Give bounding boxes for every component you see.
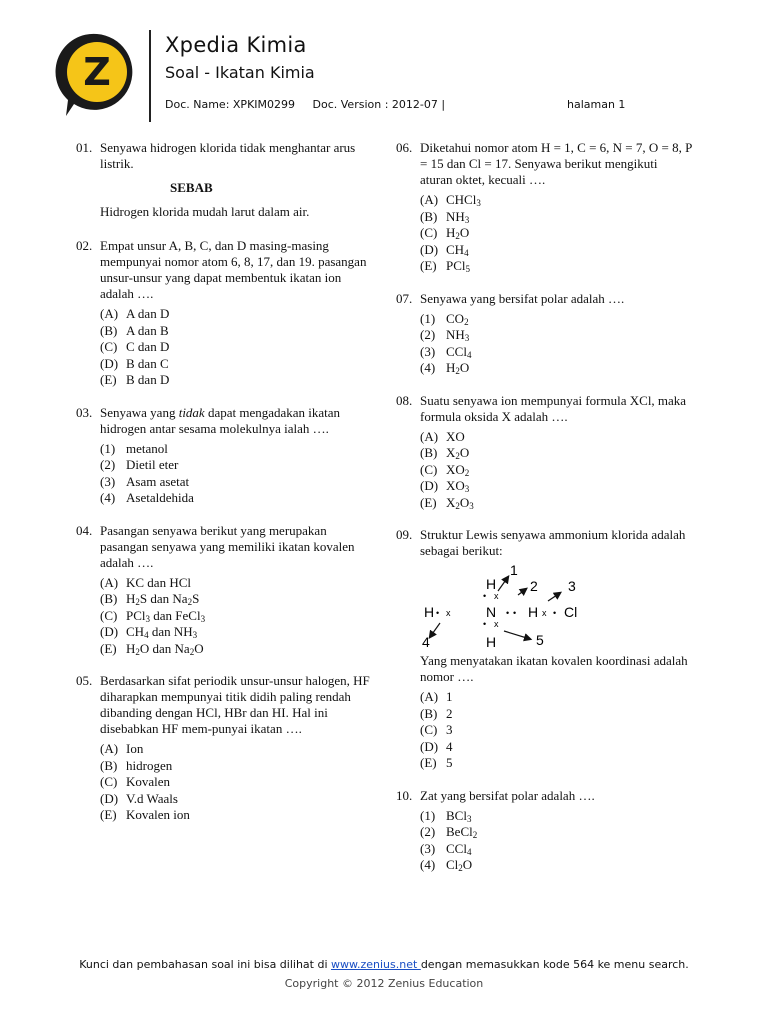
answer-option xyxy=(420,478,692,495)
zenius-logo xyxy=(52,30,142,120)
stem-part: Senyawa yang xyxy=(100,404,179,420)
option-text: XO xyxy=(446,428,465,444)
stem-emphasis: tidak xyxy=(178,404,205,420)
question-stem xyxy=(100,405,376,437)
answer-option xyxy=(420,311,692,328)
option-key: (E) xyxy=(420,494,437,510)
option-key: (D) xyxy=(100,790,119,806)
option-text: $Cl_2O$ xyxy=(446,857,473,873)
arrow-2 xyxy=(518,589,526,595)
option-key: (D) xyxy=(420,738,439,754)
answer-option xyxy=(100,323,376,340)
atom-h-right: H xyxy=(528,604,539,620)
option-key: (C) xyxy=(100,774,118,789)
question-08 xyxy=(396,393,692,512)
answer-option xyxy=(100,474,376,491)
option-key: (4) xyxy=(420,857,436,872)
answer-option xyxy=(100,457,376,474)
electron-cross: x xyxy=(446,608,451,618)
option-key: (E) xyxy=(100,807,117,822)
option-text: Ion xyxy=(126,741,144,756)
atom-h-bottom: H xyxy=(486,634,497,649)
option-key: (B) xyxy=(420,208,438,224)
footer-note xyxy=(0,958,768,971)
answer-option xyxy=(100,641,376,658)
option-key: (A) xyxy=(100,741,119,756)
option-text: B dan C xyxy=(126,355,169,371)
option-list xyxy=(100,575,376,658)
option-key: (B) xyxy=(420,445,438,460)
copyright: Copyright © 2012 Zenius Education xyxy=(284,977,484,990)
question-stem: Zat yang bersifat polar adalah …. xyxy=(420,787,595,803)
answer-option xyxy=(100,774,376,791)
option-text: PCl$_3$ dan FeCl$_3$ xyxy=(126,607,206,624)
question-followup: Yang menyatakan ikatan kovalen koordinasi adalah nomor …. xyxy=(420,653,688,684)
doc-version: Doc. Version : 2012-07 | xyxy=(312,98,446,111)
option-text: V.d Waals xyxy=(126,790,178,806)
question-05 xyxy=(76,673,376,824)
option-key: (A) xyxy=(100,306,119,321)
option-text: A dan B xyxy=(126,322,169,338)
question-number: 03. xyxy=(76,404,93,420)
option-key: (C) xyxy=(100,339,118,354)
atom-cl: Cl xyxy=(564,604,578,620)
answer-option xyxy=(100,624,376,641)
option-key: (C) xyxy=(420,461,438,477)
option-text: 2 xyxy=(446,705,453,721)
electron-dot: • xyxy=(506,608,510,618)
option-list xyxy=(420,429,692,512)
question-09 xyxy=(396,527,692,772)
arrow-4 xyxy=(430,623,440,637)
answer-option xyxy=(100,339,376,356)
atom-h-top: H xyxy=(486,576,497,592)
option-key: (A) xyxy=(420,428,439,444)
answer-option xyxy=(420,445,692,462)
label-5: 5 xyxy=(536,632,544,648)
question-stem: Diketahui nomor atom H = 1, C = 6, N = 7, O = 8, P = 15 dan Cl = 17. Senyawa berikut mengikuti aturan oktet, kecuali …. xyxy=(420,140,692,187)
option-text: Kovalen xyxy=(126,774,171,789)
option-text: A dan D xyxy=(126,306,170,321)
question-stem: Empat unsur A, B, C, dan D masing-masing mempunyai nomor atom 6, 8, 17, dan 19. pasangan unsur-unsur yang dapat membentuk ikatan ion adalah …. xyxy=(100,238,367,301)
option-text: $H_2O$ dan $Na_2O$ xyxy=(126,640,204,657)
footer-text: Kunci dan pembahasan soal ini bisa dilihat di xyxy=(79,958,332,971)
answer-option xyxy=(420,360,692,377)
option-key: (D) xyxy=(420,241,439,257)
footer-text: dengan memasukkan kode 564 ke menu search. xyxy=(420,958,689,971)
answer-option xyxy=(420,462,692,479)
option-list xyxy=(100,441,376,507)
option-text: hidrogen xyxy=(126,757,173,773)
option-text: Dietil eter xyxy=(126,457,179,472)
option-text: BCl$_3$ xyxy=(446,807,472,824)
option-key: (C) xyxy=(100,607,118,623)
arrow-3 xyxy=(548,593,560,601)
option-text: BeCl$_2$ xyxy=(446,824,478,840)
question-reason: Hidrogen klorida mudah larut dalam air. xyxy=(100,204,310,219)
question-number: 09. xyxy=(396,527,413,542)
label-3: 3 xyxy=(568,578,576,594)
question-connector: SEBAB xyxy=(170,180,213,195)
question-number: 06. xyxy=(396,140,413,155)
question-03 xyxy=(76,405,376,507)
option-text: CCl$_4$ xyxy=(446,840,472,857)
option-text: KC dan HCl xyxy=(126,574,191,590)
option-text: $NH_3$ xyxy=(446,208,470,225)
logo-letter: Z xyxy=(83,50,111,94)
option-key: (3) xyxy=(420,840,436,856)
option-key: (1) xyxy=(100,440,116,456)
doc-meta xyxy=(165,98,459,111)
option-key: (A) xyxy=(420,689,439,704)
label-1: 1 xyxy=(510,565,518,578)
option-text: $XO_2$ xyxy=(446,461,470,478)
answer-option xyxy=(420,495,692,512)
option-list xyxy=(420,808,692,874)
question-stem: Suatu senyawa ion mempunyai formula XCl, maka formula oksida X adalah …. xyxy=(420,392,687,424)
option-key: (C) xyxy=(420,722,438,737)
option-text: $NH_3$ xyxy=(446,327,470,343)
option-text: B dan D xyxy=(126,372,170,387)
answer-option xyxy=(420,722,692,739)
option-key: (E) xyxy=(420,258,437,273)
answer-option xyxy=(420,192,692,209)
option-list xyxy=(100,741,376,824)
electron-dot: • xyxy=(513,608,517,618)
option-text: Asetaldehida xyxy=(126,490,194,505)
option-text: $CH_4$ dan $NH_3$ xyxy=(126,624,198,640)
answer-option xyxy=(100,372,376,389)
option-text: $X_2O_3$ xyxy=(446,494,474,511)
page-subtitle: Soal - Ikatan Kimia xyxy=(165,63,315,82)
answer-option xyxy=(100,356,376,373)
option-key: (C) xyxy=(420,225,438,240)
option-key: (2) xyxy=(420,824,436,839)
option-text: C dan D xyxy=(126,339,170,354)
question-stem: Berdasarkan sifat periodik unsur-unsur halogen, HF diharapkan mempunyai titik didih paling rendah dibanding dengan HCl, HBr dan HI. Hal ini disebabkan HF mem-punyai ikatan …. xyxy=(100,673,370,736)
question-stem: Senyawa hidrogen klorida tidak menghantar arus listrik. xyxy=(100,140,356,171)
option-text: CHCl$_3$ xyxy=(446,192,481,208)
question-02 xyxy=(76,238,376,389)
question-10 xyxy=(396,788,692,874)
answer-option xyxy=(420,857,692,874)
answer-option xyxy=(420,808,692,825)
page-number: halaman 1 xyxy=(567,98,626,111)
answer-option xyxy=(100,807,376,824)
answer-option xyxy=(420,225,692,242)
option-text: Asam asetat xyxy=(126,473,190,489)
answer-option xyxy=(420,841,692,858)
option-list xyxy=(100,306,376,389)
electron-cross: x xyxy=(494,591,499,601)
option-list xyxy=(420,192,692,275)
question-01 xyxy=(76,140,376,220)
option-key: (D) xyxy=(100,355,119,371)
option-key: (3) xyxy=(100,473,116,489)
option-text: $H_2O$ xyxy=(446,360,470,376)
question-number: 05. xyxy=(76,673,93,688)
electron-dot: • xyxy=(436,608,440,618)
question-number: 01. xyxy=(76,140,93,155)
option-key: (3) xyxy=(420,343,436,359)
option-key: (1) xyxy=(420,310,436,326)
question-column-right xyxy=(396,140,692,874)
page-title: Xpedia Kimia xyxy=(165,33,307,57)
option-list xyxy=(420,311,692,377)
header-divider xyxy=(149,30,151,122)
question-number: 02. xyxy=(76,238,93,253)
question-column-left xyxy=(76,140,376,824)
question-number: 08. xyxy=(396,392,413,408)
option-list xyxy=(420,689,692,772)
question-number: 10. xyxy=(396,787,413,803)
question-07 xyxy=(396,291,692,377)
question-number: 07. xyxy=(396,290,413,306)
question-04 xyxy=(76,523,376,658)
option-key: (4) xyxy=(100,490,116,505)
option-text: $XO_3$ xyxy=(446,478,470,494)
electron-dot: • xyxy=(483,591,487,601)
answer-option xyxy=(100,575,376,592)
question-number: 04. xyxy=(76,522,93,538)
option-key: (E) xyxy=(100,640,117,656)
answer-option xyxy=(420,258,692,275)
stem-part: dapat mengadakan ikatan hidrogen antar sesama molekulnya ialah …. xyxy=(100,404,341,436)
option-key: (D) xyxy=(100,624,119,639)
answer-option xyxy=(100,591,376,608)
answer-option xyxy=(100,608,376,625)
option-key: (B) xyxy=(100,322,118,338)
option-key: (1) xyxy=(420,807,436,823)
option-text: $CH_4$ xyxy=(446,241,469,258)
answer-option xyxy=(100,758,376,775)
electron-dot: • xyxy=(483,619,487,629)
option-text: $CO_2$ xyxy=(446,310,469,327)
atom-h-left: H xyxy=(424,604,435,620)
option-key: (B) xyxy=(420,705,438,721)
atom-n: N xyxy=(486,604,497,620)
option-text: Kovalen ion xyxy=(126,807,190,822)
answer-option xyxy=(420,755,692,772)
answer-option xyxy=(420,824,692,841)
option-text: $H_2O$ xyxy=(446,225,470,241)
option-key: (A) xyxy=(420,192,439,207)
option-key: (B) xyxy=(100,757,118,773)
option-key: (B) xyxy=(100,591,118,606)
option-key: (2) xyxy=(420,327,436,342)
zenius-link[interactable]: www.zenius.net xyxy=(331,958,421,971)
doc-name: Doc. Name: XPKIM0299 xyxy=(165,98,296,111)
answer-option xyxy=(420,327,692,344)
option-text: 4 xyxy=(446,738,453,754)
electron-dot: • xyxy=(553,608,557,618)
option-text: $H_2S$ dan $Na_2S$ xyxy=(126,591,200,607)
option-text: 5 xyxy=(446,755,453,770)
option-key: (A) xyxy=(100,574,119,590)
arrow-5 xyxy=(504,631,530,639)
option-text: $X_2O$ xyxy=(446,445,470,461)
option-key: (D) xyxy=(420,478,439,493)
electron-cross: x xyxy=(542,608,547,618)
option-text: metanol xyxy=(126,440,168,456)
question-stem: Pasangan senyawa berikut yang merupakan pasangan senyawa yang memiliki ikatan kovalen adalah …. xyxy=(100,522,355,570)
answer-option xyxy=(420,706,692,723)
answer-option xyxy=(100,441,376,458)
option-text: 1 xyxy=(446,689,453,704)
option-text: 3 xyxy=(446,722,453,737)
option-text: CCl$_4$ xyxy=(446,343,472,360)
label-2: 2 xyxy=(530,578,538,594)
question-stem: Senyawa yang bersifat polar adalah …. xyxy=(420,290,625,306)
answer-option xyxy=(420,689,692,706)
option-key: (E) xyxy=(420,755,437,770)
answer-option xyxy=(420,242,692,259)
electron-cross: x xyxy=(494,619,499,629)
answer-option xyxy=(100,306,376,323)
question-stem: Struktur Lewis senyawa ammonium klorida adalah sebagai berikut: xyxy=(420,527,686,558)
answer-option xyxy=(420,739,692,756)
lewis-structure-diagram xyxy=(420,565,590,649)
option-key: (4) xyxy=(420,360,436,375)
label-4: 4 xyxy=(422,634,430,649)
arrow-1 xyxy=(498,577,508,591)
answer-option xyxy=(420,344,692,361)
answer-option xyxy=(100,490,376,507)
option-key: (2) xyxy=(100,457,116,472)
answer-option xyxy=(420,209,692,226)
answer-option xyxy=(100,791,376,808)
option-key: (E) xyxy=(100,372,117,387)
option-text: PCl$_5$ xyxy=(446,258,471,274)
answer-option xyxy=(420,429,692,446)
answer-option xyxy=(100,741,376,758)
question-06 xyxy=(396,140,692,275)
